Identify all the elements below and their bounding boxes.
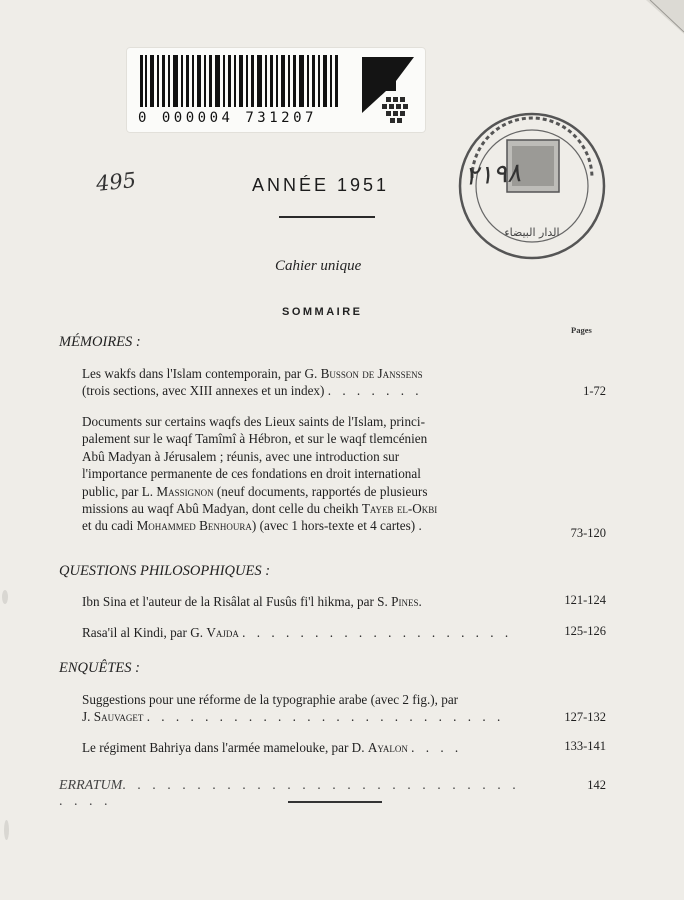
page-title: ANNÉE 1951 bbox=[252, 175, 390, 195]
entry-text: Documents sur certains waqfs des Lieux saints de l'Islam, princi- bbox=[82, 414, 425, 429]
entry-person: Mohammed Benhoura bbox=[136, 518, 252, 534]
section-heading-questions: QUESTIONS PHILOSOPHIQUES : bbox=[59, 563, 271, 579]
entry-text: l'importance permanente de ces fondations en droit international bbox=[82, 466, 421, 482]
entry-text: Rasa'il al Kindi, par G. bbox=[82, 625, 207, 640]
entry-text: (neuf documents, rapportés de plusieurs bbox=[213, 483, 428, 499]
stamp-handwritten-number: ٢١٩٨ bbox=[464, 158, 522, 192]
dot-leader: . . . . . . . . . . . . . . . . . . . . . . . . . . . . . . . bbox=[59, 778, 520, 809]
barcode-icon bbox=[136, 55, 346, 107]
entry-author: Busson de Janssens bbox=[320, 366, 423, 381]
barcode-label bbox=[126, 47, 426, 133]
toc-entry-documents bbox=[82, 413, 528, 535]
subtitle: Cahier unique bbox=[275, 258, 362, 274]
entry-text: (trois sections, avec XIII annexes et un index) bbox=[82, 383, 325, 399]
toc-entry-ibn-sina bbox=[82, 593, 528, 610]
sommaire-heading: SOMMAIRE bbox=[282, 306, 363, 318]
section-heading-erratum: ERRATUM bbox=[59, 778, 123, 793]
title-rule bbox=[279, 216, 375, 218]
dot-leader: . . . . . . . . . . . . . . . . . . . bbox=[242, 625, 513, 640]
page-smudge bbox=[4, 820, 9, 840]
entry-text: . bbox=[418, 594, 422, 609]
toc-entry-typographie bbox=[82, 691, 528, 726]
footer-rule bbox=[288, 801, 382, 803]
dot-leader: . bbox=[418, 518, 426, 534]
dot-leader: . . . . . . . . . . . . . . . . . . . . . . . . . bbox=[146, 709, 505, 725]
page-smudge bbox=[2, 590, 8, 604]
pages-column-label: Pages bbox=[571, 325, 592, 335]
dot-leader: . . . . . . . bbox=[327, 383, 423, 399]
folded-corner-icon bbox=[636, 0, 684, 40]
entry-author: Vajda bbox=[206, 625, 239, 640]
entry-text: et du cadi bbox=[82, 518, 137, 534]
svg-text:الدار البيضاء: الدار البيضاء bbox=[504, 226, 560, 239]
entry-text: Les wakfs dans l'Islam contemporain, par G. bbox=[82, 366, 321, 381]
toc-page-number: 127-132 bbox=[564, 710, 606, 724]
toc-page-number: 1-72 bbox=[583, 384, 606, 398]
library-logo-icon bbox=[356, 53, 420, 129]
toc-page-number: 73-120 bbox=[570, 526, 606, 540]
toc-page-number: 142 bbox=[587, 778, 606, 792]
dot-leader: . . . . bbox=[411, 740, 463, 755]
entry-author: Ayalon bbox=[367, 740, 408, 755]
toc-entry-kindi bbox=[82, 624, 528, 641]
entry-text: Le régiment Bahriya dans l'armée mamelouke, par D. bbox=[82, 740, 368, 755]
toc-entry-erratum bbox=[59, 778, 529, 810]
section-heading-enquetes: ENQUÊTES : bbox=[59, 660, 140, 676]
toc-entry-wakfs bbox=[82, 365, 528, 400]
toc-entry-bahriya bbox=[82, 739, 528, 756]
entry-text: Suggestions pour une réforme de la typographie arabe (avec 2 fig.), par bbox=[82, 692, 459, 707]
toc-page-number: 121-124 bbox=[564, 593, 606, 607]
entry-text: Abû Madyan à Jérusalem ; réunis, avec une introduction sur bbox=[82, 448, 400, 464]
entry-text: palement sur le waqf Tamîmî à Hébron, et sur le waqf tlemcénien bbox=[82, 431, 428, 447]
entry-text: missions au waqf Abû Madyan, dont celle du cheikh bbox=[82, 501, 362, 517]
entry-author: Massignon bbox=[156, 483, 214, 499]
handwritten-note: 495 bbox=[94, 167, 138, 197]
toc-page-number: 133-141 bbox=[564, 739, 606, 753]
entry-text: Ibn Sina et l'auteur de la Risâlat al Fusûs fi'l hikma, par S. bbox=[82, 594, 392, 609]
section-heading-memoires: MÉMOIRES : bbox=[59, 334, 141, 350]
entry-person: Tayeb el-Okbi bbox=[361, 501, 438, 517]
entry-author: Pines bbox=[391, 594, 419, 609]
entry-text: J. bbox=[82, 709, 94, 725]
entry-author: Sauvaget bbox=[93, 709, 144, 725]
entry-text: ) (avec 1 hors-texte et 4 cartes) bbox=[251, 518, 416, 534]
toc-page-number: 125-126 bbox=[564, 624, 606, 638]
entry-text: public, par L. bbox=[82, 483, 157, 499]
barcode-number: 0 000004 731207 bbox=[138, 110, 317, 126]
